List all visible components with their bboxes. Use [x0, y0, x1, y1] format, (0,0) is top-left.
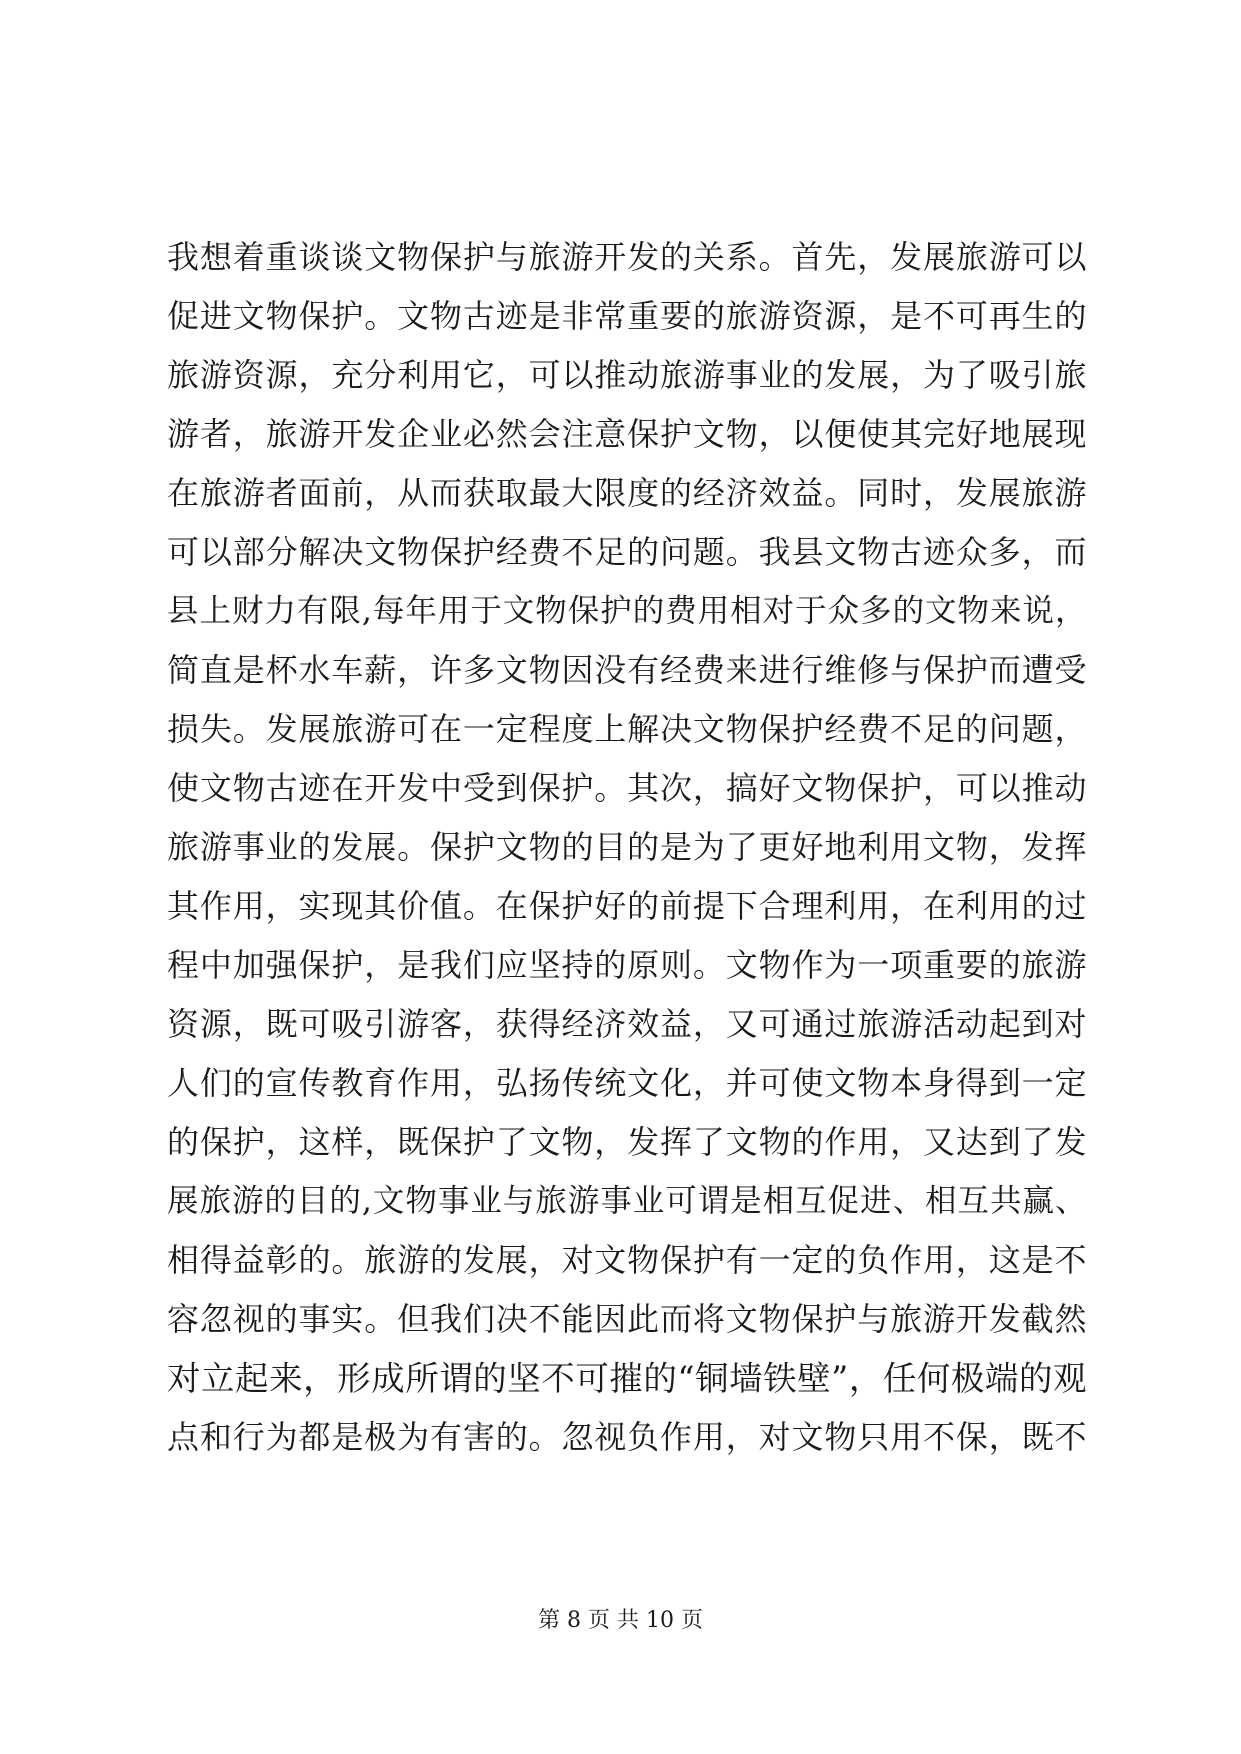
- page-number-label: 第 8 页 共 10 页: [538, 1608, 703, 1633]
- text-line: 可以部分解决文物保护经费不足的问题。我县文物古迹众多，而: [167, 533, 1087, 571]
- text-line: 资源，既可吸引游客，获得经济效益，又可通过旅游活动起到对: [167, 1005, 1087, 1043]
- text-line: 程中加强保护，是我们应坚持的原则。文物作为一项重要的旅游: [167, 946, 1087, 984]
- text-line: 人们的宣传教育作用，弘扬传统文化，并可使文物本身得到一定: [167, 1064, 1087, 1102]
- text-line: 我想着重谈谈文物保护与旅游开发的关系。首先，发展旅游可以: [167, 238, 1087, 276]
- text-line: 旅游资源，充分利用它，可以推动旅游事业的发展，为了吸引旅: [167, 356, 1087, 394]
- text-line: 旅游事业的发展。保护文物的目的是为了更好地利用文物，发挥: [167, 828, 1087, 866]
- text-line: 相得益彰的。旅游的发展，对文物保护有一定的负作用，这是不: [167, 1241, 1087, 1279]
- text-line: 展旅游的目的,文物事业与旅游事业可谓是相互促进、相互共赢、: [167, 1183, 1087, 1219]
- text-line: 损失。发展旅游可在一定程度上解决文物保护经费不足的问题，: [167, 710, 1087, 748]
- text-line: 其作用，实现其价值。在保护好的前提下合理利用，在利用的过: [167, 887, 1087, 925]
- text-line: 点和行为都是极为有害的。忽视负作用，对文物只用不保，既不: [167, 1418, 1087, 1456]
- text-line: 游者，旅游开发企业必然会注意保护文物，以便使其完好地展现: [167, 415, 1087, 453]
- text-line: 容忽视的事实。但我们决不能因此而将文物保护与旅游开发截然: [167, 1300, 1087, 1338]
- text-line: 简直是杯水车薪，许多文物因没有经费来进行维修与保护而遭受: [167, 651, 1087, 689]
- text-line: 使文物古迹在开发中受到保护。其次，搞好文物保护，可以推动: [167, 769, 1087, 807]
- text-line: 县上财力有限,每年用于文物保护的费用相对于众多的文物来说，: [167, 593, 1087, 629]
- body-paragraph: [167, 228, 1087, 1467]
- text-line: 对立起来，形成所谓的坚不可摧的“铜墙铁壁”，任何极端的观: [167, 1359, 1087, 1398]
- text-line: 促进文物保护。文物古迹是非常重要的旅游资源，是不可再生的: [167, 297, 1087, 335]
- page-footer: [0, 1606, 1241, 1636]
- text-line: 在旅游者面前，从而获取最大限度的经济效益。同时，发展旅游: [167, 474, 1087, 512]
- text-line: 的保护，这样，既保护了文物，发挥了文物的作用，又达到了发: [167, 1123, 1087, 1161]
